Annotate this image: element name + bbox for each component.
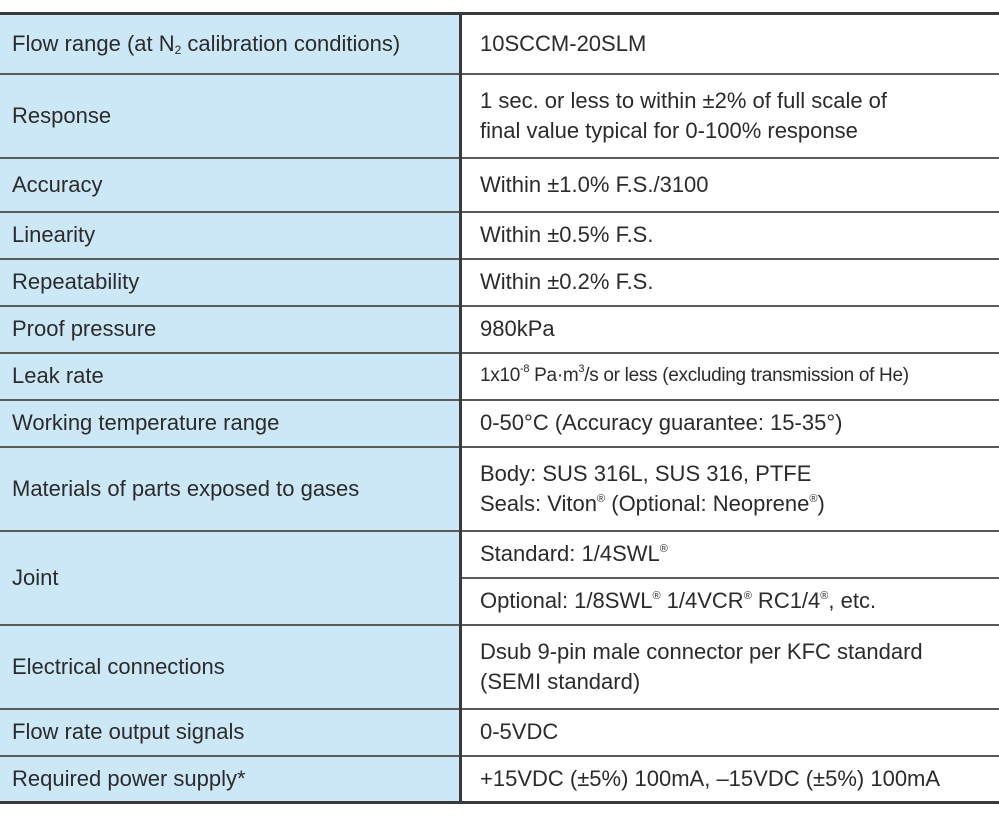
row-label-accuracy: Accuracy bbox=[0, 158, 461, 212]
table-row bbox=[0, 306, 999, 353]
table-row bbox=[0, 709, 999, 756]
table-row bbox=[0, 74, 999, 158]
row-label-flow-range: Flow range (at $N_2$ calibration conditions) bbox=[0, 14, 461, 74]
row-label-materials: Materials of parts exposed to gases bbox=[0, 447, 461, 531]
table-row bbox=[0, 259, 999, 306]
row-label-electrical: Electrical connections bbox=[0, 625, 461, 709]
row-value-repeatability: Within ±0.2% F.S. bbox=[461, 259, 999, 306]
row-label-working-temperature: Working temperature range bbox=[0, 400, 461, 447]
row-value-electrical: Dsub 9-pin male connector per KFC standard (SEMI standard) bbox=[461, 625, 999, 709]
row-value-materials: Body: SUS 316L, SUS 316, PTFE Seals: Viton® (Optional: Neoprene®) bbox=[461, 447, 999, 531]
row-value-joint-optional: Optional: 1/8SWL® 1/4VCR® RC1/4®, etc. bbox=[461, 578, 999, 625]
row-value-power-supply: +15VDC (±5%) 100mA, –15VDC (±5%) 100mA bbox=[461, 756, 999, 803]
row-label-flow-output: Flow rate output signals bbox=[0, 709, 461, 756]
row-label-response: Response bbox=[0, 74, 461, 158]
row-label-leak-rate: Leak rate bbox=[0, 353, 461, 400]
row-label-proof-pressure: Proof pressure bbox=[0, 306, 461, 353]
table-row bbox=[0, 625, 999, 709]
row-value-flow-output: 0-5VDC bbox=[461, 709, 999, 756]
row-value-leak-rate: $1x10^{-8}$ $Pa\cdot m^3/s$ or less (excluding transmission of He) bbox=[461, 353, 999, 400]
row-label-power-supply: Required power supply* bbox=[0, 756, 461, 803]
row-value-accuracy: Within ±1.0% F.S./3100 bbox=[461, 158, 999, 212]
table-row bbox=[0, 447, 999, 531]
table-row bbox=[0, 531, 999, 578]
row-label-linearity: Linearity bbox=[0, 212, 461, 259]
row-value-proof-pressure: 980kPa bbox=[461, 306, 999, 353]
row-value-joint-standard: Standard: 1/4SWL® bbox=[461, 531, 999, 578]
table-row bbox=[0, 212, 999, 259]
row-label-repeatability: Repeatability bbox=[0, 259, 461, 306]
table-row bbox=[0, 14, 999, 74]
table-row bbox=[0, 400, 999, 447]
specifications-table bbox=[0, 12, 999, 804]
row-value-flow-range: 10SCCM-20SLM bbox=[461, 14, 999, 74]
row-value-working-temperature: 0-50°C (Accuracy guarantee: 15-35°) bbox=[461, 400, 999, 447]
table-row bbox=[0, 756, 999, 803]
row-label-joint: Joint bbox=[0, 531, 461, 625]
row-value-linearity: Within ±0.5% F.S. bbox=[461, 212, 999, 259]
row-value-response: 1 sec. or less to within ±2% of full scale of final value typical for 0-100% response bbox=[461, 74, 999, 158]
table-row bbox=[0, 353, 999, 400]
table-row bbox=[0, 158, 999, 212]
